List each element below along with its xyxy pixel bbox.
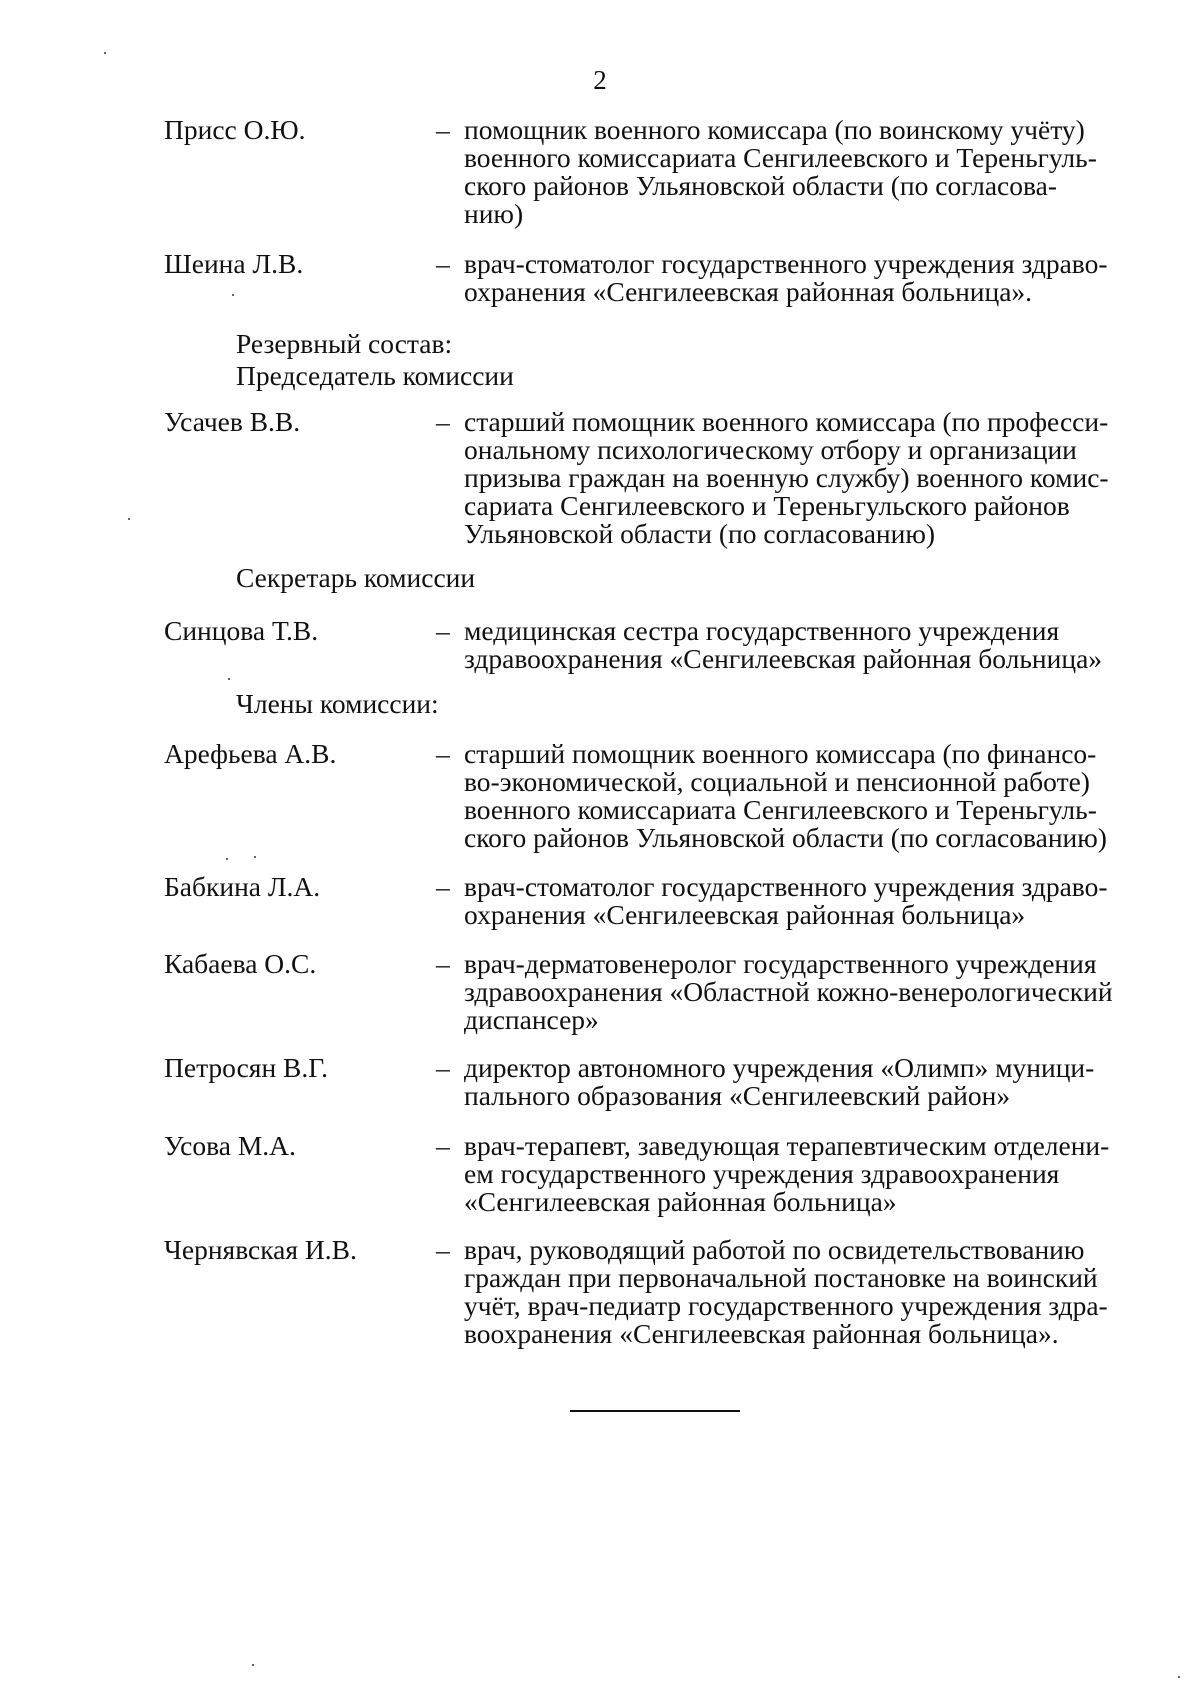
position-line: охранения «Сенгилеевская районная больница». (464, 276, 1033, 307)
position-line: «Сенгилеевская районная больница» (464, 1186, 897, 1217)
member-name: Синцова Т.В. (164, 615, 319, 646)
position-line: помощник военного комиссара (по воинскому учёту) (464, 114, 1085, 145)
position-line: военного комиссариата Сенгилеевского и Тереньгуль- (464, 794, 1097, 825)
member-entry-babkina (164, 873, 1149, 929)
dash: – (436, 871, 450, 902)
member-entry-arefyeva (164, 740, 1149, 852)
position-line: граждан при первоначальной постановке на воинский (464, 1262, 1098, 1293)
member-entry-usova (164, 1132, 1149, 1216)
position-line: диспансер» (464, 1004, 599, 1035)
scan-speck (228, 678, 230, 680)
member-position (464, 740, 1149, 852)
scan-speck (104, 52, 106, 54)
position-line: здравоохранения «Сенгилеевская районная больница» (464, 643, 1103, 674)
secretary-entry (164, 617, 1149, 673)
position-line: Ульяновской области (по согласованию) (464, 518, 936, 549)
position-line: ональному психологическому отбору и организации (464, 434, 1077, 465)
member-name: Кабаева О.С. (164, 948, 317, 979)
position-line: директор автономного учреждения «Олимп» муници- (464, 1052, 1095, 1083)
member-position (464, 950, 1149, 1034)
position-line: сариата Сенгилеевского и Тереньгульского районов (464, 490, 1070, 521)
secretary-heading: Секретарь комиссии (236, 562, 476, 593)
member-name: Арефьева А.В. (164, 738, 337, 769)
position-line: врач-стоматолог государственного учреждения здраво- (464, 248, 1108, 279)
position-line: учёт, врач-педиатр государственного учреждения здра- (464, 1290, 1108, 1321)
member-entry-priss (164, 116, 1149, 228)
scan-speck (128, 518, 130, 520)
dash: – (436, 1130, 450, 1161)
member-position (464, 1054, 1149, 1110)
position-line: военного комиссариата Сенгилеевского и Тереньгуль- (464, 142, 1097, 173)
reserve-title: Резервный состав: (236, 328, 453, 359)
position-line: пального образования «Сенгилеевский район» (464, 1080, 1011, 1111)
scan-speck (254, 856, 256, 858)
position-line: ем государственного учреждения здравоохранения (464, 1158, 1060, 1189)
member-position (464, 873, 1149, 929)
dash: – (436, 948, 450, 979)
member-entry-kabaeva (164, 950, 1149, 1034)
scan-speck (226, 858, 228, 860)
page-number: 2 (593, 65, 607, 95)
member-position (464, 1132, 1149, 1216)
member-name: Присс О.Ю. (164, 114, 306, 145)
chair-heading: Председатель комиссии (236, 360, 514, 391)
position-line: охранения «Сенгилеевская районная больница» (464, 899, 1026, 930)
member-entry-chernyavskaya (164, 1236, 1149, 1348)
dash: – (436, 248, 450, 279)
scan-speck (1178, 1676, 1180, 1678)
position-line: медицинская сестра государственного учреждения (464, 615, 1060, 646)
position-line: ского районов Ульяновской области (по согласова- (464, 170, 1057, 201)
scan-speck (252, 1664, 254, 1666)
position-line: во-экономической, социальной и пенсионной работе) (464, 766, 1090, 797)
member-position (464, 617, 1149, 673)
dash: – (436, 738, 450, 769)
member-name: Усачев В.В. (164, 406, 301, 437)
members-heading: Члены комиссии: (236, 688, 439, 719)
dash: – (436, 615, 450, 646)
position-line: здравоохранения «Областной кожно-венерологический (464, 976, 1113, 1007)
dash: – (436, 114, 450, 145)
position-line: врач-терапевт, заведующая терапевтическим отделени- (464, 1130, 1110, 1161)
member-name: Бабкина Л.А. (164, 871, 321, 902)
position-line: врач-стоматолог государственного учреждения здраво- (464, 871, 1108, 902)
position-line: старший помощник военного комиссара (по професси- (464, 406, 1109, 437)
member-name: Усова М.А. (164, 1130, 296, 1161)
position-line: нию) (464, 198, 524, 229)
member-name: Шеина Л.В. (164, 248, 304, 279)
member-entry-sheina (164, 250, 1149, 306)
dash: – (436, 406, 450, 437)
end-divider-line (570, 1410, 740, 1412)
position-line: призыва граждан на военную службу) военного комис- (464, 462, 1109, 493)
member-position (464, 1236, 1149, 1348)
position-line: воохранения «Сенгилеевская районная больница». (464, 1318, 1059, 1349)
position-line: врач, руководящий работой по освидетельствованию (464, 1234, 1085, 1265)
member-position (464, 250, 1149, 306)
position-line: ского районов Ульяновской области (по согласованию) (464, 822, 1107, 853)
dash: – (436, 1234, 450, 1265)
member-position (464, 408, 1149, 548)
member-entry-petrosyan (164, 1054, 1149, 1110)
member-name: Петросян В.Г. (164, 1052, 328, 1083)
chair-entry (164, 408, 1149, 548)
member-name: Чернявская И.В. (164, 1234, 357, 1265)
scan-speck (232, 294, 234, 296)
position-line: врач-дерматовенеролог государственного учреждения (464, 948, 1097, 979)
position-line: старший помощник военного комиссара (по финансо- (464, 738, 1097, 769)
dash: – (436, 1052, 450, 1083)
member-position (464, 116, 1149, 228)
